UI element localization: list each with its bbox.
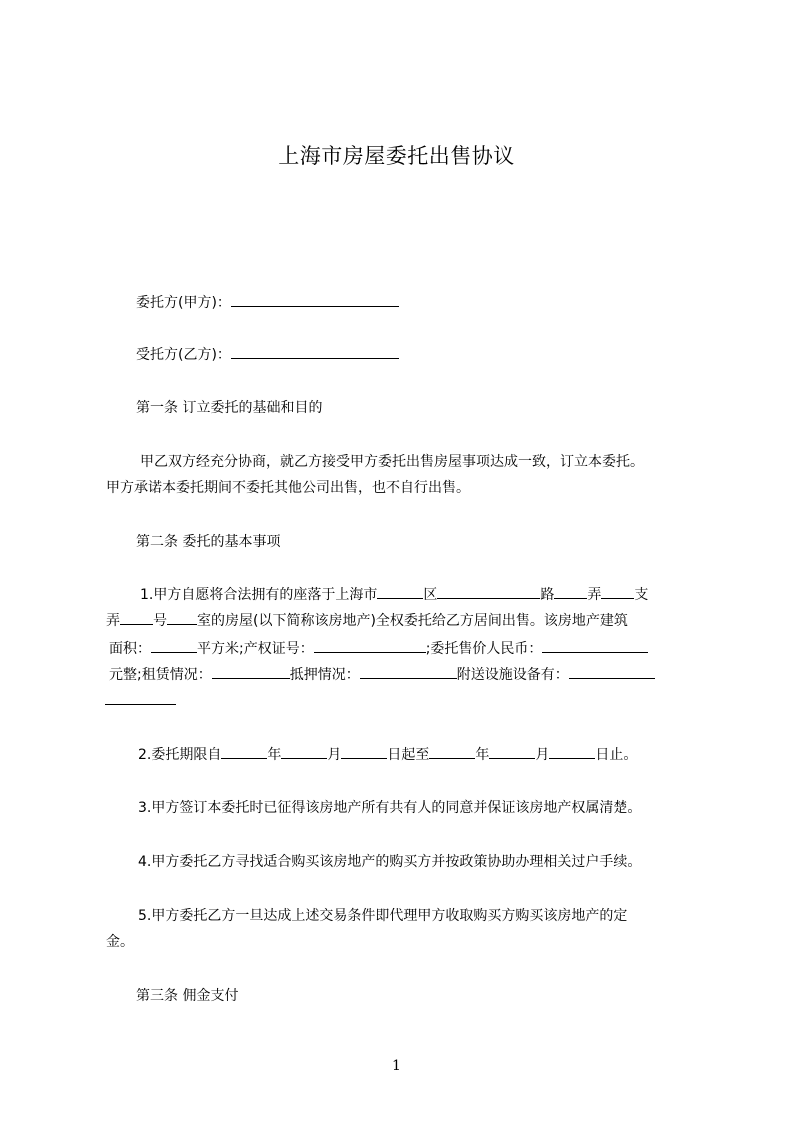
item1-text-cert: 平方米;产权证号： (197, 641, 314, 657)
item1-text-mortgage: 抵押情况： (289, 667, 360, 683)
facilities-blank-continued (105, 690, 176, 705)
item1-text-lane2: 弄 (106, 613, 120, 629)
item1-text-branch: 支 (634, 587, 649, 603)
start-month-blank (281, 744, 327, 759)
item1-text-area: 面积： (109, 641, 151, 657)
item1-text-room: 室的房屋(以下简称该房地产)全权委托给乙方居间出售。该房地产建筑 (197, 613, 628, 629)
item1-text-price: ;委托售价人民币： (425, 641, 543, 657)
party-b-label: 受托方(乙方)： (136, 347, 231, 363)
item1-text-facilities: 附送设施设备有： (456, 667, 569, 683)
party-a-line (136, 292, 399, 313)
branch-blank (601, 584, 634, 599)
cert-blank (314, 638, 426, 653)
end-month-blank (489, 744, 535, 759)
article3-heading: 第三条 佣金支付 (136, 988, 239, 1004)
item1-text-location: 1.甲方自愿将合法拥有的座落于上海市 (140, 587, 378, 603)
article1-line1: 甲乙双方经充分协商，就乙方接受甲方委托出售房屋事项达成一致，订立本委托。 (140, 454, 644, 470)
number-blank (120, 610, 153, 625)
start-day-blank (341, 744, 387, 759)
item1-line3 (109, 638, 648, 659)
item1-text-road: 路 (540, 587, 555, 603)
item2-text-from: 2.委托期限自 (138, 747, 222, 763)
end-year-blank (429, 744, 475, 759)
item1-line4 (109, 664, 655, 685)
article1-heading: 第一条 订立委托的基础和目的 (136, 400, 323, 416)
area-blank (151, 638, 197, 653)
item4-line: 4.甲方委托乙方寻找适合购买该房地产的购买方并按政策协助办理相关过户手续。 (138, 854, 642, 870)
item1-line1 (140, 584, 648, 605)
end-day-blank (549, 744, 595, 759)
lease-blank (212, 664, 290, 679)
item3-line: 3.甲方签订本委托时已征得该房地产所有共有人的同意并保证该房地产权属清楚。 (138, 800, 642, 816)
room-blank (167, 610, 197, 625)
facilities-blank (569, 664, 655, 679)
party-a-label: 委托方(甲方)： (136, 295, 231, 311)
item2-text-year1: 年 (267, 747, 282, 763)
start-year-blank (221, 744, 267, 759)
item2-text-year2: 年 (475, 747, 490, 763)
district-blank (377, 584, 423, 599)
road-blank (437, 584, 540, 599)
article1-line2: 甲方承诺本委托期间不委托其他公司出售，也不自行出售。 (106, 480, 470, 496)
item1-text-district: 区 (423, 587, 438, 603)
item1-text-lane: 弄 (587, 587, 602, 603)
mortgage-blank (360, 664, 457, 679)
item2-text-until: 日起至 (387, 747, 430, 763)
item1-text-number: 号 (153, 613, 167, 629)
party-b-blank (231, 344, 399, 359)
page-number: 1 (392, 1058, 401, 1074)
lane-blank (554, 584, 587, 599)
party-b-line (136, 344, 399, 365)
item5-line1: 5.甲方委托乙方一旦达成上述交易条件即代理甲方收取购买方购买该房地产的定 (138, 908, 628, 924)
item2-line (138, 744, 637, 765)
document-title: 上海市房屋委托出售协议 (278, 144, 515, 168)
item5-line2: 金。 (106, 934, 134, 950)
party-a-blank (231, 292, 399, 307)
item2-text-month1: 月 (327, 747, 342, 763)
price-blank (542, 638, 648, 653)
item1-line5 (105, 690, 176, 711)
item1-text-lease: 元整;租赁情况： (109, 667, 212, 683)
item1-line2 (106, 610, 628, 631)
item2-text-month2: 月 (535, 747, 550, 763)
article2-heading: 第二条 委托的基本事项 (136, 534, 281, 550)
item2-text-end: 日止。 (595, 747, 638, 763)
